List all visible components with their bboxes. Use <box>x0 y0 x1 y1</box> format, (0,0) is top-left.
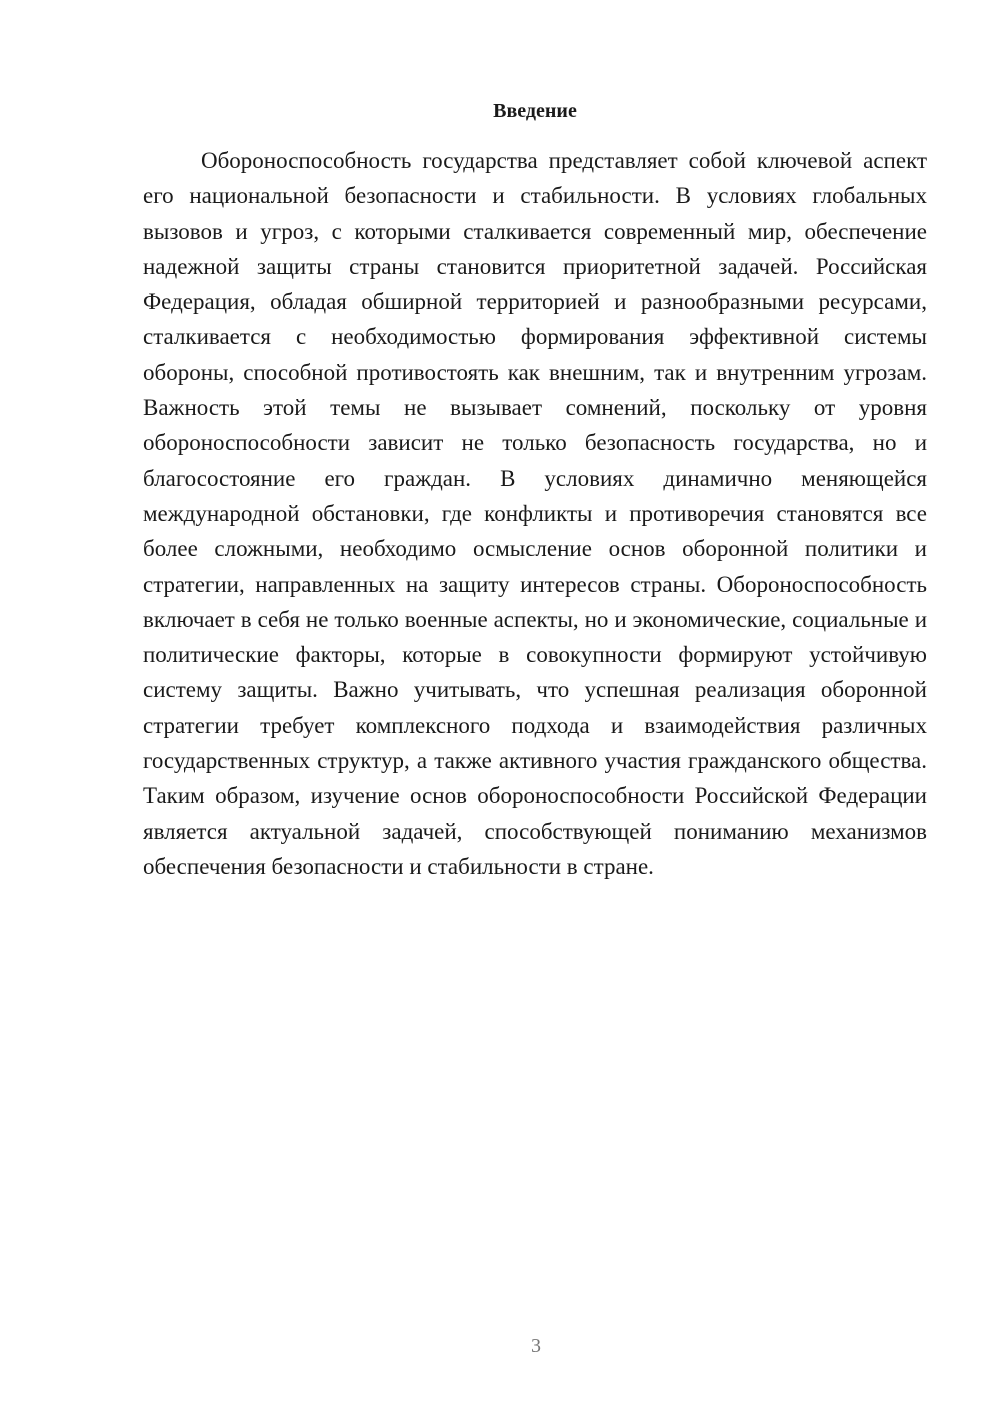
page-number: 3 <box>531 1335 541 1357</box>
section-heading: Введение <box>493 100 577 122</box>
body-paragraph: Обороноспособность государства представляет собой ключевой аспект его национальной безопасности и стабильности. В условиях глобальных вызовов и угроз, с которыми сталкивается современный мир, обеспечение надежной защиты страны становится приоритетной задачей. Российская Федерация, обладая обширной территорией и разнообразными ресурсами, сталкивается с необходимостью формирования эффективной системы обороны, способной противостоять как внешним, так и внутренним угрозам. Важность этой темы не вызывает сомнений, поскольку от уровня обороноспособности зависит не только безопасность государства, но и благосостояние его граждан. В условиях динамично меняющейся международной обстановки, где конфликты и противоречия становятся все более сложными, необходимо осмысление основ оборонной политики и стратегии, направленных на защиту интересов страны. Обороноспособность включает в себя не только военные аспекты, но и экономические, социальные и политические факторы, которые в совокупности формируют устойчивую систему защиты. Важно учитывать, что успешная реализация оборонной стратегии требует комплексного подхода и взаимодействия различных государственных структур, а также активного участия гражданского общества. Таким образом, изучение основ обороноспособности Российской Федерации является актуальной задачей, способствующей пониманию механизмов обеспечения безопасности и стабильности в стране. <box>143 148 927 879</box>
